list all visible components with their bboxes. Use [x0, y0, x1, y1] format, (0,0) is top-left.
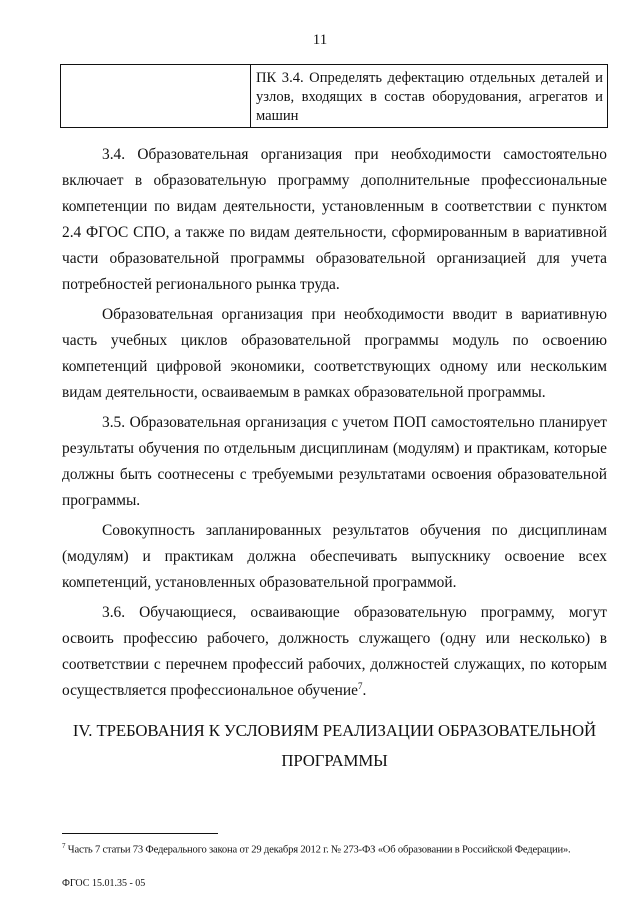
document-code: ФГОС 15.01.35 - 05 [62, 878, 146, 889]
footnote-divider [62, 833, 218, 834]
paragraph-digital-economy: Образовательная организация при необходимости вводит в вариативную часть учебных циклов образовательной программы модуль по освоению компетенций цифровой экономики, соответствующих одному или нескольким видам деятельности, осваиваемым в рамках образовательной программы. [62, 306, 607, 401]
competency-table [60, 64, 608, 128]
body-text [62, 142, 607, 704]
paragraph-3-4: 3.4. Образовательная организация при необходимости самостоятельно включает в образовательную программу дополнительные профессиональные компетенции по видам деятельности, установленным в соответствии с пунктом 2.4 ФГОС СПО, а также по видам деятельности, сформированным в вариативной части образовательной программы образовательной организацией для учета потребностей регионального рынка труда. [62, 146, 607, 293]
table-cell-competency: ПК 3.4. Определять дефектацию отдельных деталей и узлов, входящих в состав оборудования, агрегатов и машин [251, 65, 608, 128]
table-cell-empty [61, 65, 251, 128]
paragraph-planned-results: Совокупность запланированных результатов обучения по дисциплинам (модулям) и практикам должна обеспечивать выпускнику освоение всех компетенций, установленных образовательной программой. [62, 522, 607, 591]
page-number: 11 [312, 32, 328, 48]
footnote [62, 840, 622, 857]
paragraph-3-6: 3.6. Обучающиеся, осваивающие образовательную программу, могут освоить профессию рабочего, должность служащего (одну или несколько) в соответствии с перечнем профессий рабочих, должностей служащих, по которым осуществляется профессиональное обучение$^7$. [62, 604, 607, 699]
paragraph-3-5: 3.5. Образовательная организация с учетом ПОП самостоятельно планирует результаты обучения по отдельным дисциплинам (модулям) и практикам, которые должны быть соотнесены с требуемыми результатами освоения образовательной программы. [62, 414, 607, 509]
footnote-reference[interactable]: 7 [357, 680, 363, 691]
footnote-text: Часть 7 статьи 73 Федерального закона от 29 декабря 2012 г. № 273-ФЗ «Об образовании в Российской Федерации». [65, 844, 571, 856]
footnote-marker: 7 [62, 842, 66, 850]
section-heading: IV. ТРЕБОВАНИЯ К УСЛОВИЯМ РЕАЛИЗАЦИИ ОБРАЗОВАТЕЛЬНОЙ ПРОГРАММЫ [72, 721, 597, 770]
table-row [61, 65, 608, 128]
